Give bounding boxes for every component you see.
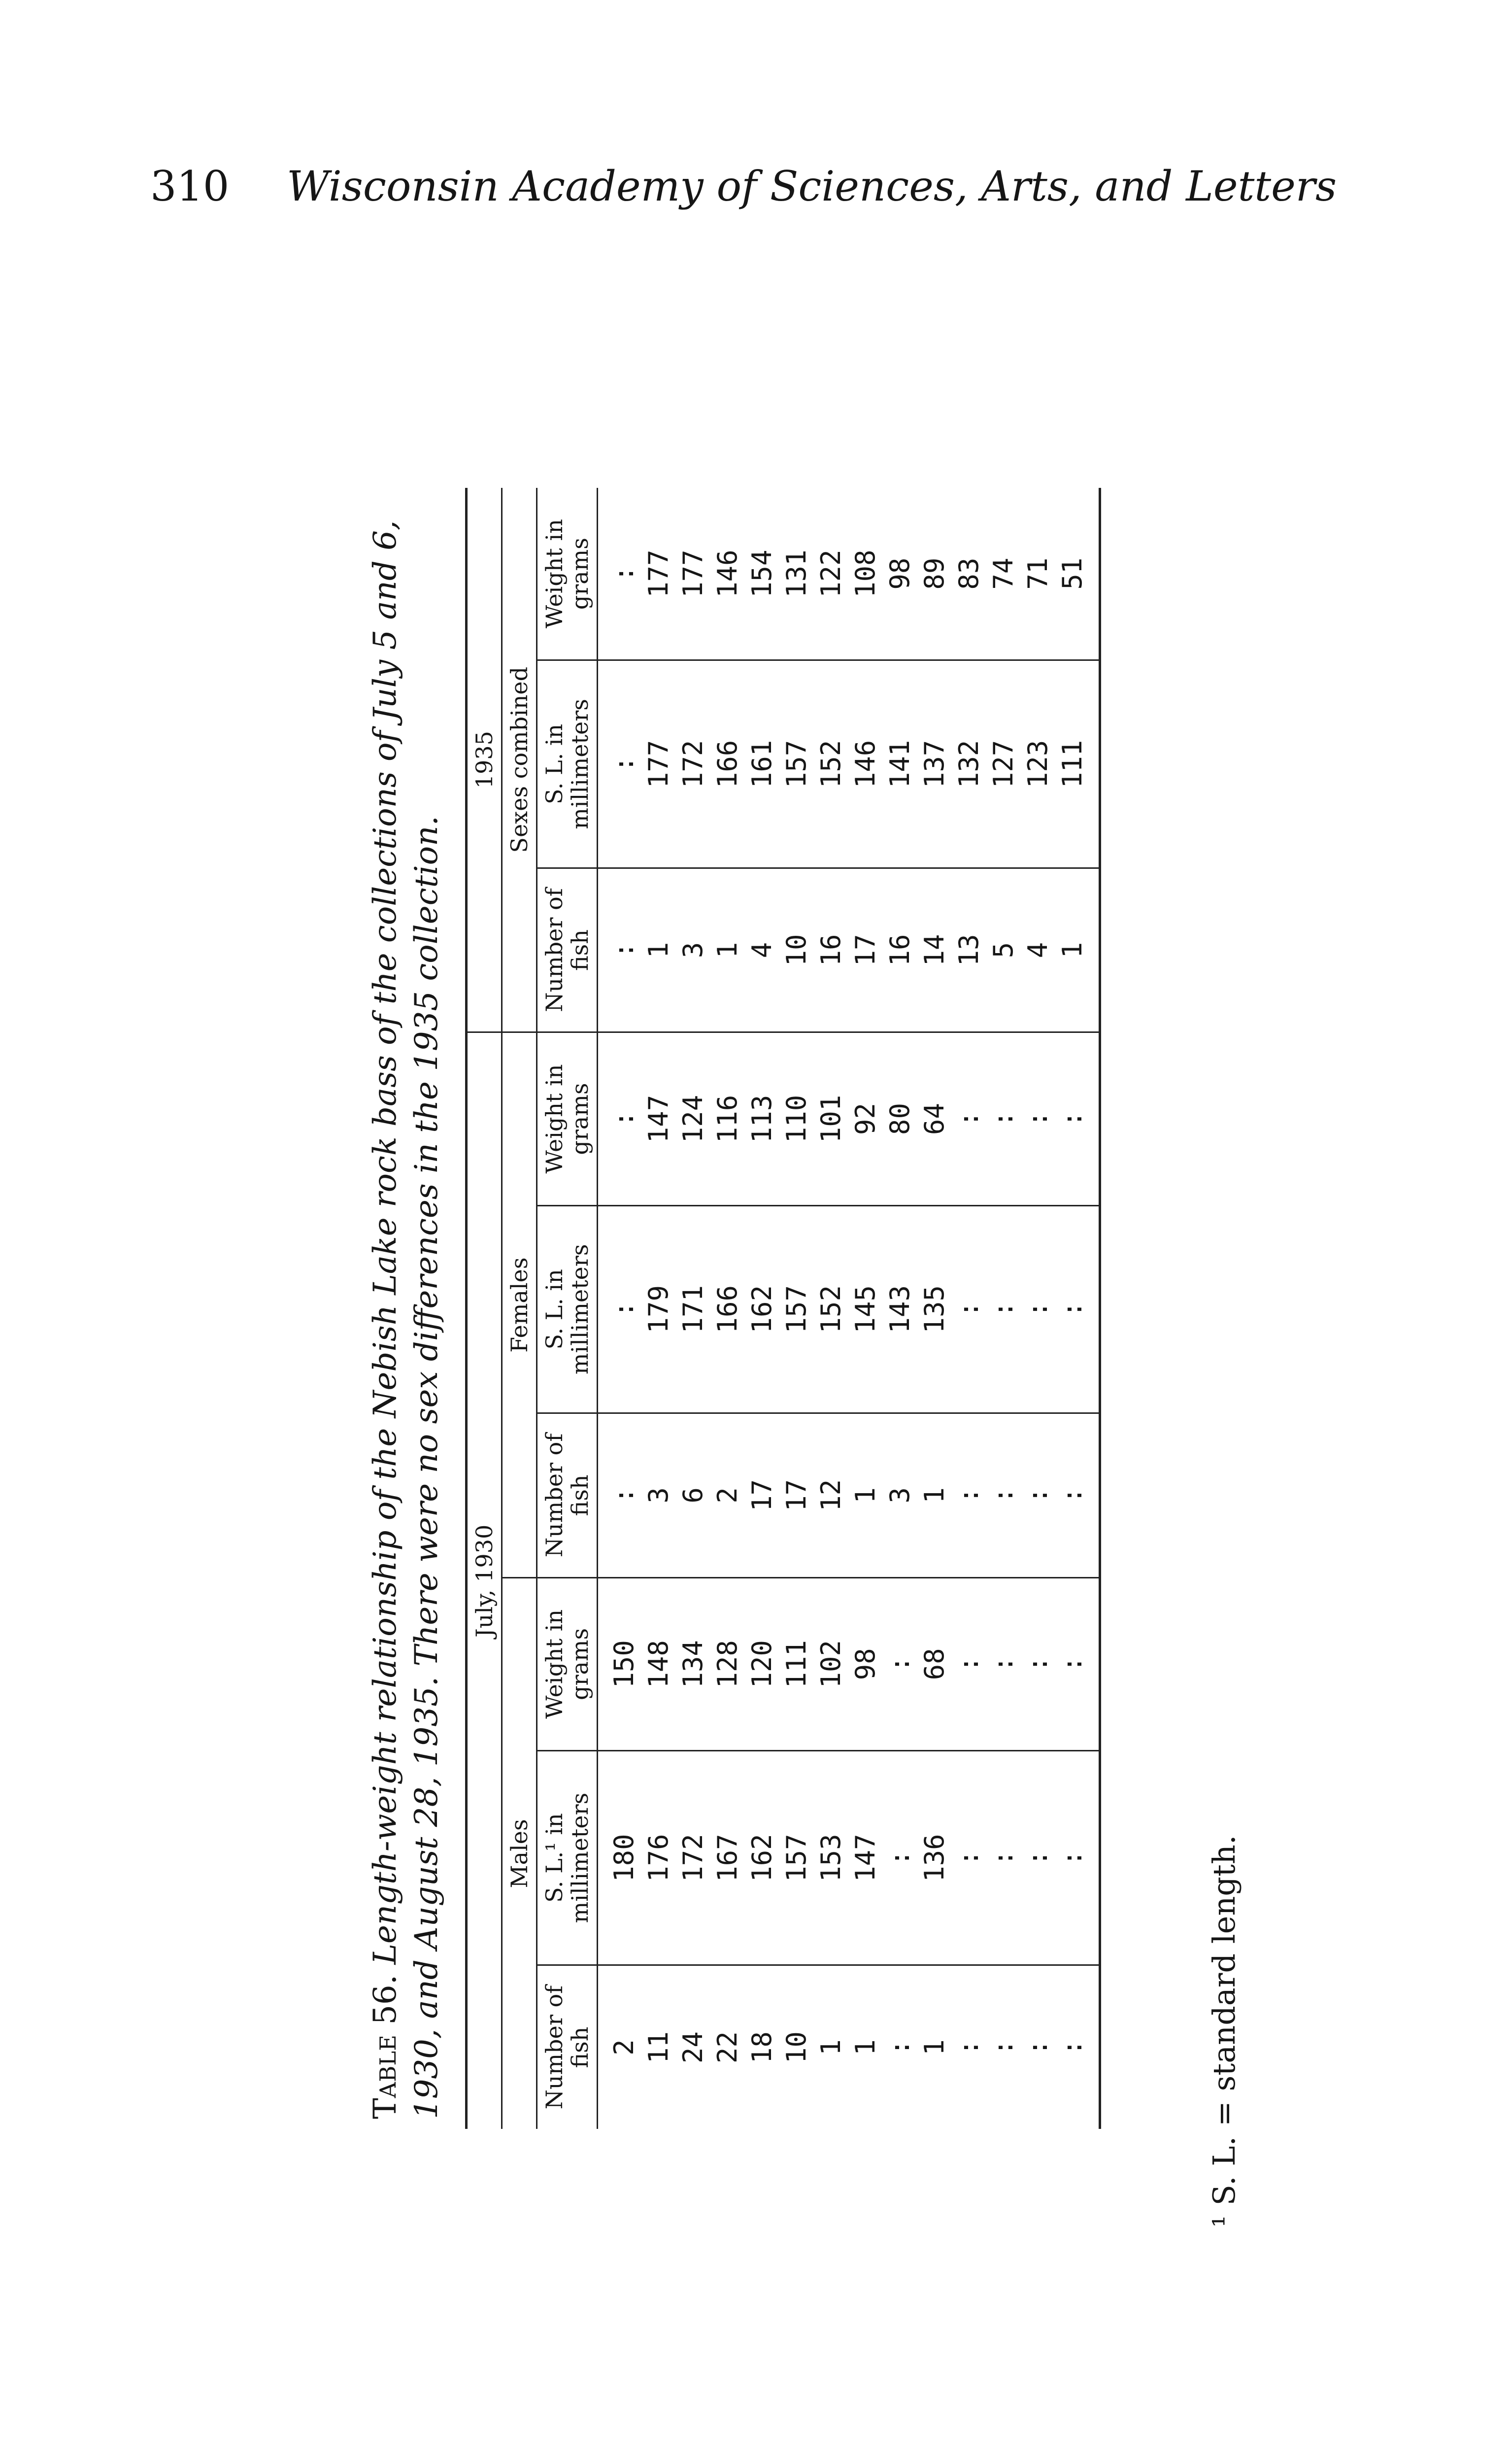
table-cell: : xyxy=(1055,1413,1100,1577)
table-cell: : xyxy=(598,868,642,1032)
table-cell: : xyxy=(1055,1577,1100,1750)
table-row xyxy=(848,488,883,2129)
col-males-weight: Weight in grams xyxy=(537,1577,598,1750)
table-cell: 143 xyxy=(883,1205,917,1413)
table-caption xyxy=(365,453,447,2129)
table-row xyxy=(1021,488,1055,2129)
length-weight-table xyxy=(465,488,1101,2129)
table-cell: : xyxy=(1055,1032,1100,1205)
table-cell: 1 xyxy=(641,868,676,1032)
table-cell: 17 xyxy=(745,1413,779,1577)
table-cell: 162 xyxy=(745,1205,779,1413)
group-header-females: Females xyxy=(502,1032,537,1577)
table-cell: 110 xyxy=(779,1032,814,1205)
table-cell: : xyxy=(986,1577,1021,1750)
col-combined-sl: S. L. in millimeters xyxy=(537,660,598,868)
table-cell: 80 xyxy=(883,1032,917,1205)
table-cell: 153 xyxy=(814,1750,848,1965)
table-cell: 162 xyxy=(745,1750,779,1965)
table-cell: 122 xyxy=(814,488,848,660)
table-cell: 141 xyxy=(883,660,917,868)
table-cell: : xyxy=(986,1205,1021,1413)
table-cell: 1 xyxy=(848,1413,883,1577)
table-cell: 51 xyxy=(1055,488,1100,660)
table-row xyxy=(710,488,745,2129)
table-cell: 1 xyxy=(710,868,745,1032)
table-cell: 136 xyxy=(917,1750,952,1965)
table-cell: 1 xyxy=(917,1413,952,1577)
table-cell: 1 xyxy=(850,2039,881,2055)
table-cell: 157 xyxy=(779,1205,814,1413)
table-cell: : xyxy=(1055,1750,1100,1965)
page-header xyxy=(150,157,1337,216)
table-cell: 147 xyxy=(848,1750,883,1965)
table-cell: 24 xyxy=(677,2031,708,2064)
table-cell: 134 xyxy=(676,1577,710,1750)
table-cell: : xyxy=(884,2039,915,2055)
table-row xyxy=(1055,488,1100,2129)
table-cell: 4 xyxy=(745,868,779,1032)
table-row xyxy=(779,488,814,2129)
table-cell: 172 xyxy=(676,1750,710,1965)
table-cell: 12 xyxy=(814,1413,848,1577)
table-cell: 10 xyxy=(779,868,814,1032)
table-cell: 180 xyxy=(598,1750,642,1965)
col-combined-number: Number of fish xyxy=(537,868,598,1032)
table-cell: 148 xyxy=(641,1577,676,1750)
table-cell: 98 xyxy=(883,488,917,660)
table-cell: 176 xyxy=(641,1750,676,1965)
table-cell: : xyxy=(952,1750,986,1965)
table-cell: 146 xyxy=(710,488,745,660)
table-cell: : xyxy=(1021,1032,1055,1205)
table-cell: : xyxy=(988,2039,1019,2055)
table-cell: : xyxy=(986,1750,1021,1965)
table-cell: : xyxy=(1021,1577,1055,1750)
table-cell: 161 xyxy=(745,660,779,868)
table-cell: : xyxy=(598,1205,642,1413)
table-cell: : xyxy=(986,1032,1021,1205)
table-cell: 132 xyxy=(952,660,986,868)
table-cell: 74 xyxy=(986,488,1021,660)
table-body xyxy=(598,488,1100,2129)
table-cell: : xyxy=(1021,1750,1055,1965)
table-cell: 17 xyxy=(779,1413,814,1577)
table-cell: 3 xyxy=(676,868,710,1032)
table-cell: 13 xyxy=(952,868,986,1032)
table-cell: 145 xyxy=(848,1205,883,1413)
table-cell: : xyxy=(952,1205,986,1413)
col-males-number: Number of fish xyxy=(537,1965,598,2129)
table-cell: 1 xyxy=(815,2039,846,2055)
group-header-sexes-combined: Sexes combined xyxy=(502,488,537,1032)
table-cell: : xyxy=(598,660,642,868)
table-cell: 92 xyxy=(848,1032,883,1205)
table-row xyxy=(986,488,1021,2129)
running-head: Wisconsin Academy of Sciences, Arts, and Letters xyxy=(287,162,1337,210)
table-cell: : xyxy=(598,1032,642,1205)
table-row xyxy=(598,488,642,2129)
table-cell: 150 xyxy=(598,1577,642,1750)
table-row xyxy=(952,488,986,2129)
table-cell: 166 xyxy=(710,660,745,868)
group-header-1935: 1935 xyxy=(467,488,502,1032)
table-cell: 135 xyxy=(917,1205,952,1413)
table-cell: 4 xyxy=(1021,868,1055,1032)
footnote: ¹ S. L. = standard length. xyxy=(1206,1835,1242,2227)
table-cell: 123 xyxy=(1021,660,1055,868)
table-cell: : xyxy=(952,1032,986,1205)
table-cell: 177 xyxy=(676,488,710,660)
table-cell: 147 xyxy=(641,1032,676,1205)
table-cell: 166 xyxy=(710,1205,745,1413)
table-cell: : xyxy=(1055,1205,1100,1413)
table-cell: 177 xyxy=(641,488,676,660)
col-combined-weight: Weight in grams xyxy=(537,488,598,660)
rotated-table-block xyxy=(365,453,1143,2129)
table-cell: 2 xyxy=(710,1413,745,1577)
table-cell: : xyxy=(952,1577,986,1750)
table-cell: 171 xyxy=(676,1205,710,1413)
table-cell: 18 xyxy=(746,2031,777,2064)
table-cell: : xyxy=(598,488,642,660)
table-cell: 111 xyxy=(779,1577,814,1750)
table-cell: 1 xyxy=(919,2039,950,2055)
table-cell: : xyxy=(986,1413,1021,1577)
table-cell: 167 xyxy=(710,1750,745,1965)
table-cell: 152 xyxy=(814,660,848,868)
table-cell: 111 xyxy=(1055,660,1100,868)
table-cell: 83 xyxy=(952,488,986,660)
table-cell: 11 xyxy=(643,2031,674,2064)
table-cell: 10 xyxy=(781,2031,812,2064)
table-cell: 137 xyxy=(917,660,952,868)
table-cell: 89 xyxy=(917,488,952,660)
table-cell: 152 xyxy=(814,1205,848,1413)
table-cell: 71 xyxy=(1021,488,1055,660)
group-header-males: Males xyxy=(502,1577,537,2129)
table-cell: : xyxy=(598,1413,642,1577)
table-cell: 154 xyxy=(745,488,779,660)
table-cell: 16 xyxy=(883,868,917,1032)
table-row xyxy=(641,488,676,2129)
table-cell: 116 xyxy=(710,1032,745,1205)
table-cell: 3 xyxy=(641,1413,676,1577)
table-cell: 17 xyxy=(848,868,883,1032)
table-row xyxy=(814,488,848,2129)
page-number: 310 xyxy=(150,162,230,210)
table-cell: 177 xyxy=(641,660,676,868)
group-header-1930: July, 1930 xyxy=(467,1032,502,2129)
table-cell: 128 xyxy=(710,1577,745,1750)
table-cell: : xyxy=(1057,2039,1088,2055)
table-cell: 113 xyxy=(745,1032,779,1205)
table-cell: : xyxy=(883,1750,917,1965)
table-row xyxy=(745,488,779,2129)
table-cell: 98 xyxy=(848,1577,883,1750)
table-cell: 179 xyxy=(641,1205,676,1413)
table-cell: 68 xyxy=(917,1577,952,1750)
table-cell: 101 xyxy=(814,1032,848,1205)
table-cell: : xyxy=(953,2039,984,2055)
table-cell: 127 xyxy=(986,660,1021,868)
table-cell: : xyxy=(883,1577,917,1750)
col-females-sl: S. L. in millimeters xyxy=(537,1205,598,1413)
table-cell: : xyxy=(1021,1205,1055,1413)
table-cell: 6 xyxy=(676,1413,710,1577)
table-cell: : xyxy=(1021,1413,1055,1577)
table-cell: 64 xyxy=(917,1032,952,1205)
table-cell: 3 xyxy=(883,1413,917,1577)
col-females-weight: Weight in grams xyxy=(537,1032,598,1205)
table-cell: 146 xyxy=(848,660,883,868)
table-cell: 157 xyxy=(779,1750,814,1965)
table-cell: 172 xyxy=(676,660,710,868)
table-cell: 124 xyxy=(676,1032,710,1205)
table-cell: 22 xyxy=(712,2031,743,2064)
caption-text: Length-weight relationship of the Nebish Lake rock bass of the collections of July 5 and 6, 1930, and August 28, 1935. There were no sex differences in the 1935 collection. xyxy=(367,520,445,2119)
table-cell: 102 xyxy=(814,1577,848,1750)
table-cell: : xyxy=(952,1413,986,1577)
table-cell: 120 xyxy=(745,1577,779,1750)
table-cell: 2 xyxy=(608,2039,639,2055)
table-cell: 16 xyxy=(814,868,848,1032)
table-cell: : xyxy=(1022,2039,1053,2055)
table-cell: 131 xyxy=(779,488,814,660)
table-row xyxy=(676,488,710,2129)
table-row xyxy=(917,488,952,2129)
table-cell: 5 xyxy=(986,868,1021,1032)
table-cell: 14 xyxy=(917,868,952,1032)
col-females-number: Number of fish xyxy=(537,1413,598,1577)
table-cell: 157 xyxy=(779,660,814,868)
col-males-sl: S. L.¹ in millimeters xyxy=(537,1750,598,1965)
table-label: Table 56. xyxy=(367,1974,403,2119)
table-cell: 1 xyxy=(1055,868,1100,1032)
table-row xyxy=(883,488,917,2129)
table-cell: 108 xyxy=(848,488,883,660)
